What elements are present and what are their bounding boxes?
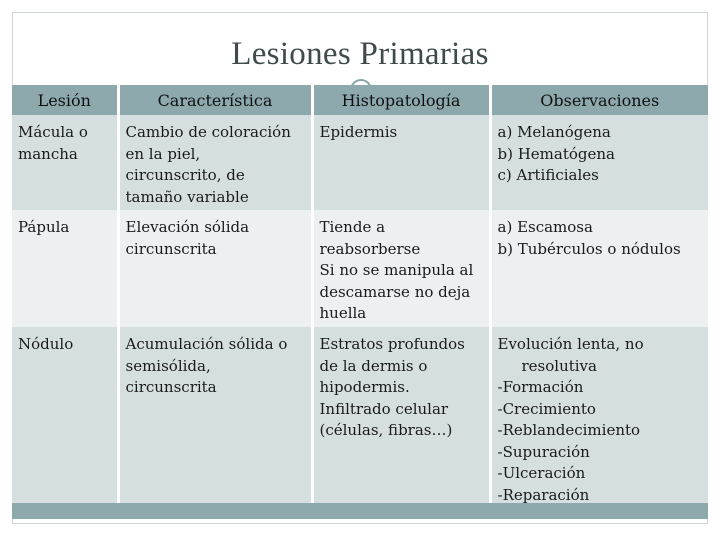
header-caracteristica: Característica [118, 85, 312, 115]
cell-line: tamaño variable [125, 187, 249, 206]
cell-line: en la piel, [125, 144, 201, 163]
cell-line: circunscrito, de [125, 166, 245, 184]
list-item: b) Hematógena [497, 144, 615, 163]
cell-line: Evolución lenta, no [497, 335, 644, 353]
list-item: -Crecimiento [497, 399, 596, 418]
cell-histopatologia [312, 210, 490, 327]
lesions-table [12, 85, 708, 508]
cell-line: Epidermis [319, 123, 398, 141]
header-lesion: Lesión [12, 85, 118, 115]
cell-lesion [12, 210, 118, 327]
cell-line: circunscrita [125, 239, 217, 258]
cell-line: Nódulo [18, 335, 74, 353]
cell-line: Infiltrado celular [319, 399, 449, 418]
cell-line: Tiende a [319, 218, 386, 236]
cell-line: semisólida, [125, 356, 211, 375]
cell-line: Estratos profundos [319, 335, 465, 353]
cell-caracteristica [118, 115, 312, 210]
cell-line: mancha [18, 144, 78, 163]
list-item: a) Escamosa [497, 218, 593, 236]
cell-line: reabsorberse [319, 239, 421, 258]
cell-line: resolutiva [521, 356, 597, 375]
cell-line: hipodermis. [319, 378, 410, 396]
cell-line: Pápula [18, 218, 70, 236]
cell-caracteristica [118, 327, 312, 508]
list-item: a) Melanógena [497, 123, 611, 141]
cell-lesion [12, 327, 118, 508]
cell-lesion [12, 115, 118, 210]
cell-line: descamarse no deja [319, 282, 471, 301]
table-header-row [12, 85, 708, 115]
cell-line: Si no se manipula al [319, 261, 474, 279]
cell-line: Acumulación sólida o [125, 335, 288, 353]
cell-histopatologia [312, 327, 490, 508]
list-item: -Formación [497, 378, 584, 396]
list-item: -Reparación [497, 485, 590, 504]
cell-observaciones [490, 115, 708, 210]
slide-title: Lesiones Primarias [231, 36, 489, 72]
header-histopatologia: Histopatología [312, 85, 490, 115]
cell-observaciones [490, 210, 708, 327]
cell-line: de la dermis o [319, 356, 428, 375]
list-item: -Supuración [497, 442, 590, 461]
cell-caracteristica [118, 210, 312, 327]
footer-bar [12, 503, 708, 519]
cell-line: (células, fibras…) [319, 421, 453, 439]
list-item: -Reblandecimiento [497, 421, 641, 439]
cell-line: Mácula o [18, 123, 88, 141]
cell-observaciones [490, 327, 708, 508]
list-item: c) Artificiales [497, 166, 599, 184]
cell-line: Cambio de coloración [125, 123, 291, 141]
cell-line: circunscrita [125, 378, 217, 396]
table-row-papula [12, 210, 708, 327]
cell-line: Elevación sólida [125, 218, 250, 236]
table-row-macula [12, 115, 708, 210]
header-observaciones: Observaciones [490, 85, 708, 115]
cell-histopatologia [312, 115, 490, 210]
list-item: b) Tubérculos o nódulos [497, 239, 681, 258]
table-row-nodulo [12, 327, 708, 508]
cell-line: huella [319, 304, 367, 322]
list-item: -Ulceración [497, 464, 586, 482]
